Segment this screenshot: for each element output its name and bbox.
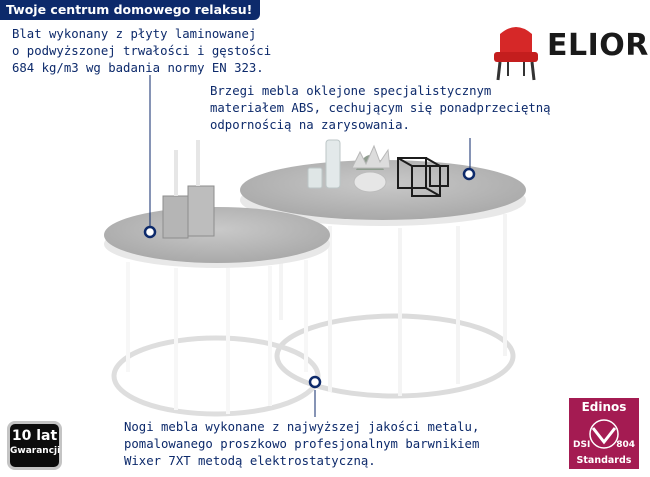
candle-holders-decoration bbox=[163, 140, 214, 238]
certificate-standards: Standards bbox=[576, 455, 632, 466]
legs-callout: Nogi mebla wykonane z najwyższej jakości metalu, pomalowanego proszkowo profesjonalnym barwnikiem Wixer 7XT metodą elektrostatyczną. bbox=[124, 420, 480, 468]
certificate-dsi: DSI bbox=[573, 440, 591, 450]
tabletop-callout: Blat wykonany z płyty laminowanej o podwyższonej trwałości i gęstości 684 kg/m3 wg badania normy EN 323. bbox=[12, 27, 272, 75]
brand-name: ELIOR bbox=[547, 28, 649, 63]
small-table-top bbox=[104, 207, 330, 268]
certificate-title: Edinos bbox=[581, 400, 627, 414]
certificate-number: 804 bbox=[616, 440, 635, 450]
edinos-certificate-badge bbox=[569, 398, 639, 469]
warranty-label: Gwarancji bbox=[10, 446, 61, 456]
slogan-banner: Twoje centrum domowego relaksu! bbox=[0, 0, 260, 20]
armchair-icon bbox=[494, 27, 538, 80]
edges-callout: Brzegi mebla oklejone specjalistycznym materiałem ABS, cechującym się ponadprzeciętną odpornością na zarysowania. bbox=[210, 84, 551, 132]
warranty-years: 10 lat bbox=[11, 428, 58, 444]
warranty-badge bbox=[7, 421, 62, 470]
